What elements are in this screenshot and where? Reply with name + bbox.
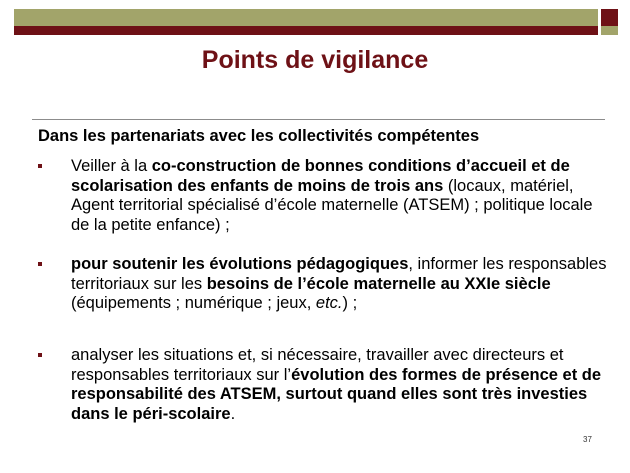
- page-number: 37: [583, 435, 592, 444]
- bullet-text-3: analyser les situations et, si nécessaire, travailler avec directeurs et responsables territoriaux sur l’évolution des formes de présence et de responsabilité des ATSEM, surtout quand elles sont très investies dans le péri-scolaire.: [71, 346, 602, 423]
- header-bar-olive: [14, 9, 598, 26]
- bullet-text-1: Veiller à la co-construction de bonnes conditions d’accueil et de scolarisation des enfants de moins de trois ans (locaux, matériel, Agent territorial spécialisé d’école maternelle (ATSEM) ; politique locale de la petite enfance) ;: [71, 157, 593, 234]
- bullet-item-3: [38, 346, 613, 424]
- section-heading: Dans les partenariats avec les collectivités compétentes: [38, 127, 480, 145]
- bullet-square-icon: [38, 164, 42, 168]
- slide-title: Points de vigilance: [201, 46, 429, 74]
- header-square-olive: [601, 26, 618, 35]
- header-bar-maroon: [14, 26, 598, 35]
- bullet-square-icon: [38, 262, 42, 266]
- bullet-item-1: [38, 157, 613, 235]
- bullet-square-icon: [38, 353, 42, 357]
- bullet-text-2: pour soutenir les évolutions pédagogiques, informer les responsables territoriaux sur les besoins de l’école maternelle au XXIe siècle (équipements ; numérique ; jeux, etc.) ;: [71, 255, 607, 312]
- header-square-maroon: [601, 9, 618, 26]
- bullet-item-2: [38, 255, 613, 314]
- divider-line: [32, 119, 605, 120]
